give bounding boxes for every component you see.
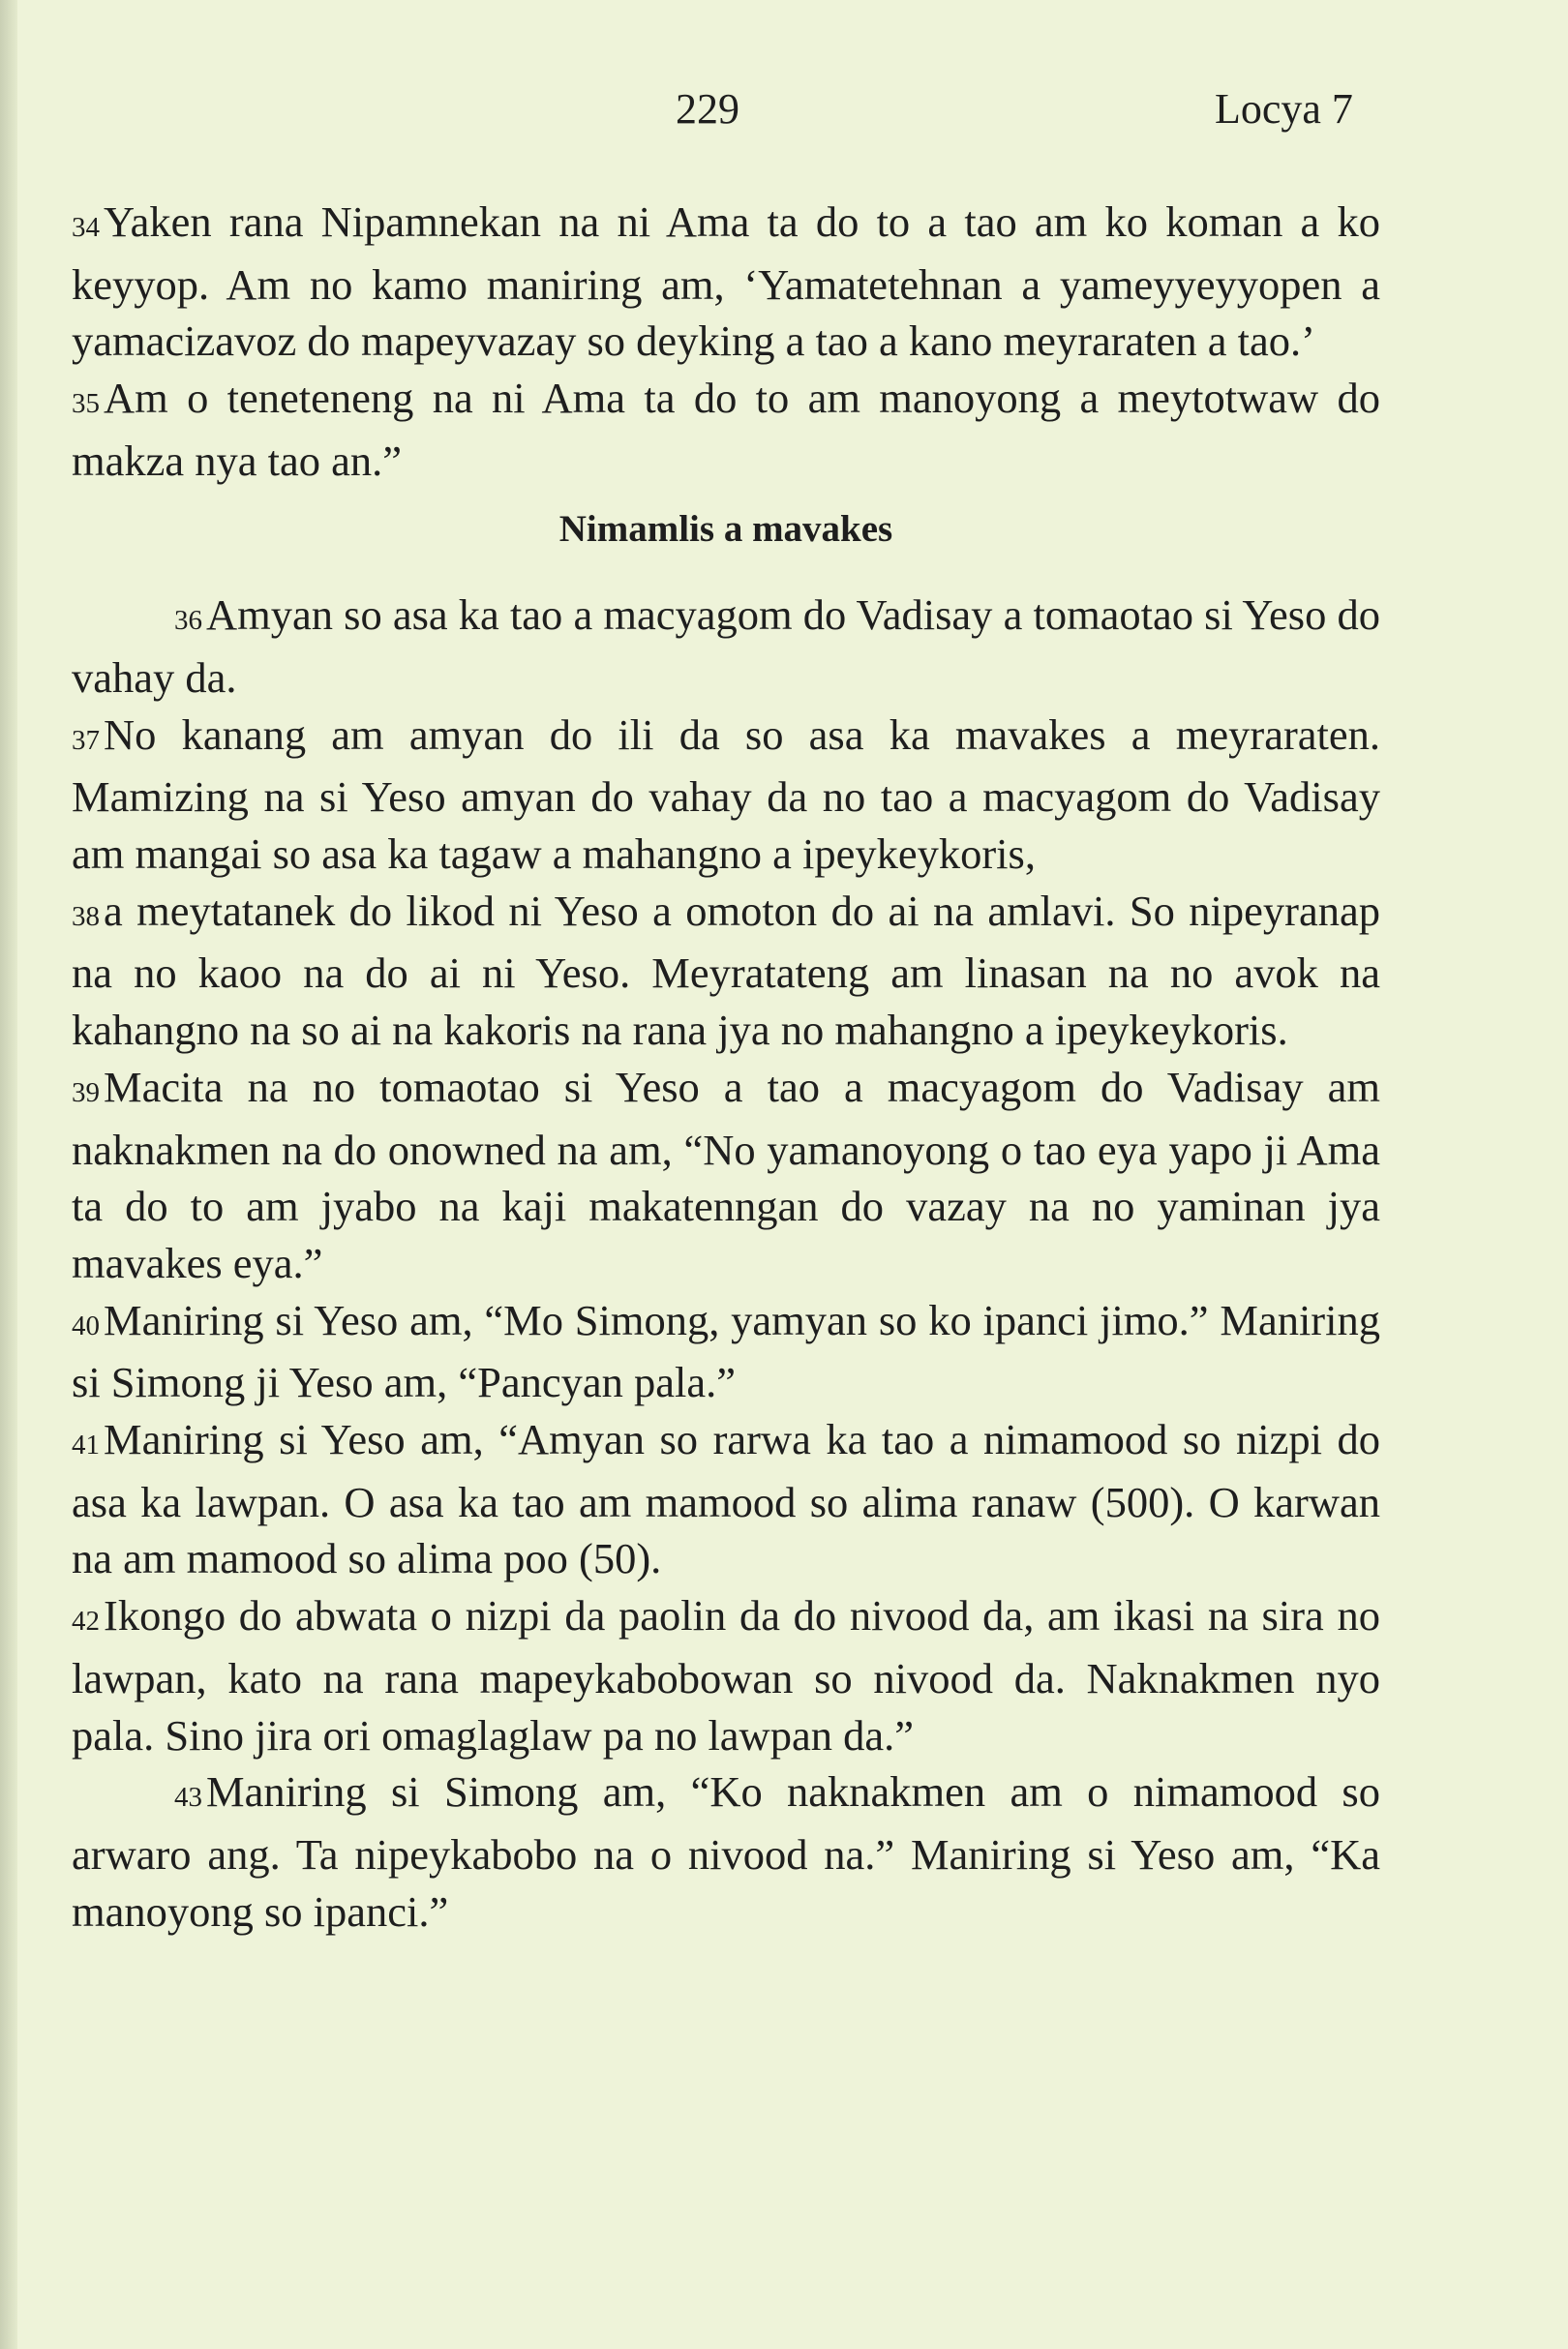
- verse-text: Maniring si Yeso am, “Mo Simong, yamyan so ko ipanci jimo.” Maniring si Simong ji Yeso am, “Pancyan pala.”: [72, 1295, 1380, 1407]
- page-edge: [0, 0, 17, 2349]
- verse-37: [72, 707, 1380, 883]
- verse-35: [72, 370, 1380, 489]
- verse-text: No kanang am amyan do ili da so asa ka mavakes a meyraraten. Mamizing na si Yeso amyan do vahay da no tao a macyagom do Vadisay am mangai so asa ka tagaw a mahangno a ipeykeykoris,: [72, 709, 1380, 879]
- verse-text: a meytatanek do likod ni Yeso a omoton do ai na amlavi. So nipeyranap na no kaoo na do ai ni Yeso. Meyratateng am linasan na no avok na kahangno na so ai na kakoris na rana jya no mahangno a ipeykeykoris.: [72, 886, 1380, 1055]
- verse-number: 42: [72, 1606, 100, 1638]
- page-header: [0, 75, 1568, 143]
- verse-text: Yaken rana Nipamnekan na ni Ama ta do to a tao am ko koman a ko keyyop. Am no kamo maniring am, ‘Yamatetehnan a yameyyeyyopen a yamacizavoz do mapeyvazay so deyking a tao a kano meyraraten a tao.’: [72, 197, 1380, 366]
- verse-text: Ikongo do abwata o nizpi da paolin da do nivood da, am ikasi na sira no lawpan, kato na rana mapeykabobowan so nivood da. Naknakmen nyo pala. Sino jira ori omaglaglaw pa no lawpan da.”: [72, 1591, 1380, 1760]
- verse-text: Maniring si Yeso am, “Amyan so rarwa ka tao a nimamood so nizpi do asa ka lawpan. O asa ka tao am mamood so alima ranaw (500). O karwan na am mamood so alima poo (50).: [72, 1415, 1380, 1583]
- verse-43: [72, 1763, 1380, 1940]
- verse-number: 43: [174, 1782, 202, 1814]
- verse-text: Am o teneteneng na ni Ama ta do to am manoyong a meytotwaw do makza nya tao an.”: [72, 374, 1380, 485]
- verse-42: [72, 1587, 1380, 1763]
- verse-number: 38: [72, 900, 100, 932]
- verse-36: [72, 587, 1380, 706]
- verse-number: 34: [72, 212, 100, 243]
- verse-39: [72, 1059, 1380, 1292]
- verse-number: 36: [174, 605, 202, 637]
- verse-number: 39: [72, 1076, 100, 1108]
- verse-text: Amyan so asa ka tao a macyagom do Vadisay a tomaotao si Yeso do vahay da.: [72, 590, 1380, 702]
- verse-text: Macita na no tomaotao si Yeso a tao a macyagom do Vadisay am naknakmen na do onowned na am, “No yamanoyong o tao eya yapo ji Ama ta do to am jyabo na kaji makatenngan do vazay na no yaminan jya mavakes eya.”: [72, 1062, 1380, 1287]
- verse-number: 35: [72, 388, 100, 420]
- page-body: [72, 194, 1380, 1940]
- verse-38: [72, 883, 1380, 1059]
- verse-number: 40: [72, 1310, 100, 1341]
- verse-number: 37: [72, 724, 100, 756]
- verse-number: 41: [72, 1430, 100, 1461]
- verse-41: [72, 1411, 1380, 1587]
- section-heading: Nimamlis a mavakes: [558, 507, 893, 550]
- verse-34: [72, 194, 1380, 370]
- verse-text: Maniring si Simong am, “Ko naknakmen am o nimamood so arwaro ang. Ta nipeykabobo na o nivood na.” Maniring si Yeso am, “Ka manoyong so ipanci.”: [72, 1767, 1380, 1936]
- page-number: 229: [676, 85, 739, 133]
- verse-40: [72, 1292, 1380, 1411]
- running-title: Locya 7: [1215, 85, 1353, 133]
